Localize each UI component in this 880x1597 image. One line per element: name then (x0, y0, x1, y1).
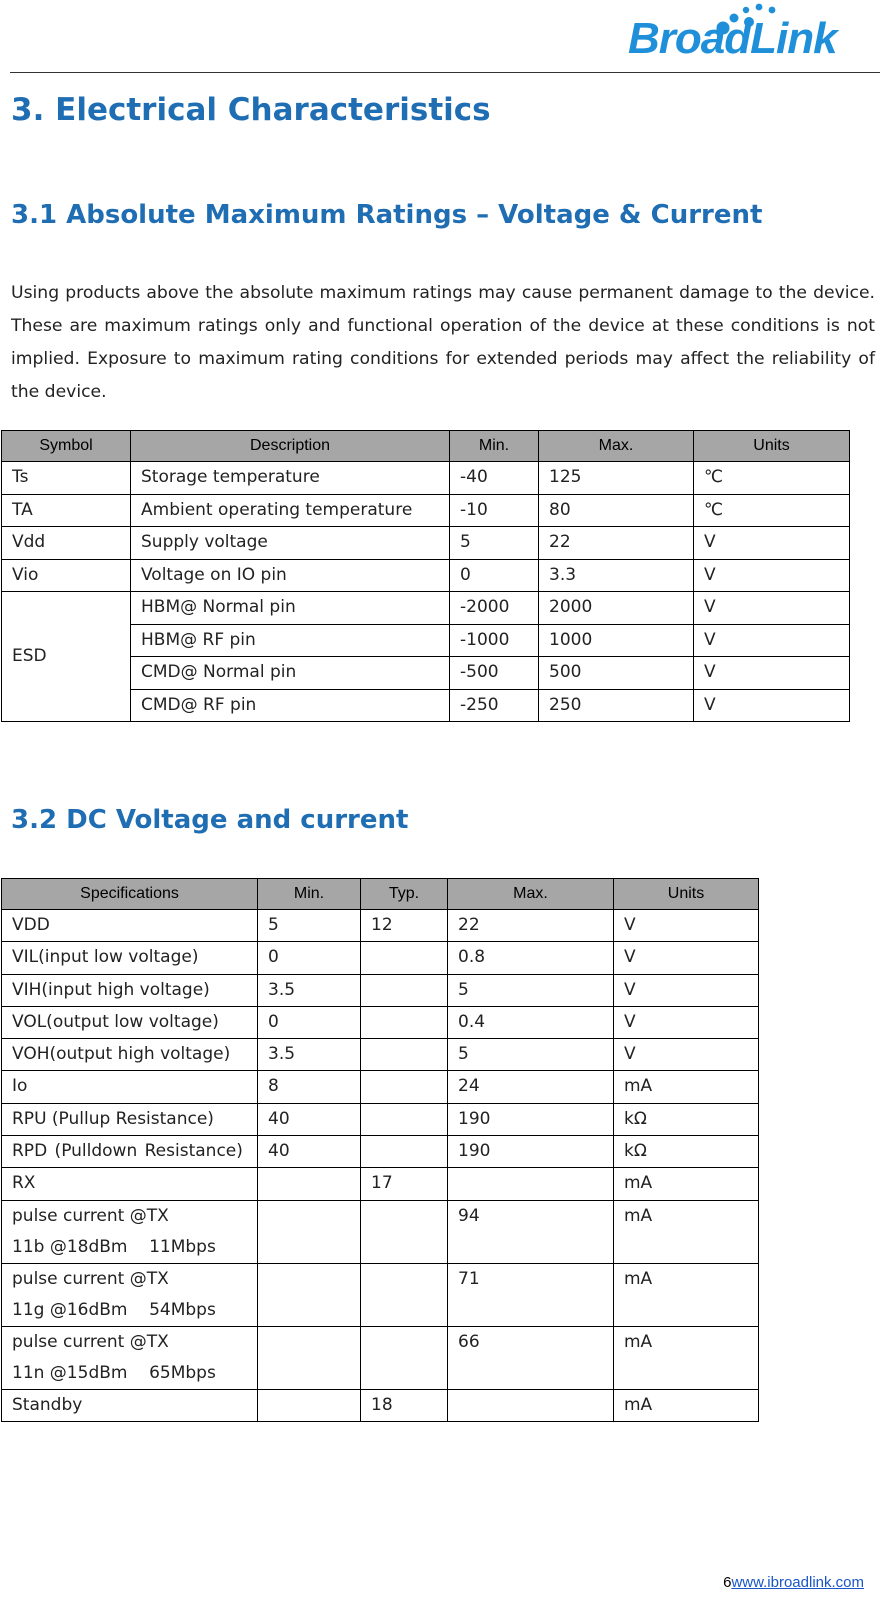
cell-units: V (694, 559, 850, 592)
cell-typ (361, 1006, 448, 1038)
table-row (2, 559, 850, 592)
cell-typ (361, 1071, 448, 1103)
cell-spec: Io (2, 1071, 258, 1103)
logo-text: BroadLink (628, 14, 837, 63)
cell-min: 0 (258, 1006, 361, 1038)
table-row (2, 1389, 759, 1421)
cell-max: 0.8 (448, 942, 614, 974)
cell-spec-line-2: 11g @16dBm 54Mbps (12, 1299, 216, 1320)
col-header-description: Description (131, 431, 450, 462)
cell-typ (361, 1039, 448, 1071)
cell-symbol: TA (2, 494, 131, 527)
section-3-2-title: 3.2 DC Voltage and current (11, 805, 409, 835)
cell-units: V (614, 1006, 759, 1038)
section-title: 3. Electrical Characteristics (11, 92, 491, 128)
table-row (2, 1039, 759, 1071)
cell-max: 3.3 (539, 559, 694, 592)
col-header-typ: Typ. (361, 879, 448, 910)
table-row (2, 592, 850, 625)
cell-spec-line-2: 11n @15dBm 65Mbps (12, 1362, 216, 1383)
cell-units: V (614, 910, 759, 942)
cell-units: V (694, 624, 850, 657)
cell-typ (361, 1200, 448, 1263)
cell-units: mA (614, 1071, 759, 1103)
cell-spec-line-1: pulse current @TX (12, 1268, 169, 1289)
cell-max: 94 (448, 1200, 614, 1263)
cell-min (258, 1389, 361, 1421)
table-header-row (2, 431, 850, 462)
cell-description: HBM@ RF pin (131, 624, 450, 657)
cell-min: 5 (450, 527, 539, 560)
cell-min: -250 (450, 689, 539, 722)
table-row (2, 1168, 759, 1200)
cell-max (448, 1389, 614, 1421)
intro-paragraph: Using products above the absolute maximum ratings may cause permanent damage to the device. These are maximum ratings only and functional operation of the device at these conditions is not implied. Exposure to maximum rating conditions for extended periods may aﬀect the reliability of the device. (11, 283, 875, 402)
cell-min (258, 1200, 361, 1263)
table-row (2, 1263, 759, 1326)
cell-typ (361, 942, 448, 974)
cell-max: 66 (448, 1326, 614, 1389)
col-header-min: Min. (450, 431, 539, 462)
cell-max: 22 (448, 910, 614, 942)
website-link[interactable]: www.ibroadlink.com (731, 1574, 864, 1591)
cell-min: 40 (258, 1136, 361, 1168)
col-header-min: Min. (258, 879, 361, 910)
table-row (2, 1071, 759, 1103)
page-footer (723, 1574, 864, 1591)
cell-units: mA (614, 1263, 759, 1326)
cell-max: 5 (448, 1039, 614, 1071)
cell-min (258, 1263, 361, 1326)
col-header-max: Max. (539, 431, 694, 462)
cell-min: 8 (258, 1071, 361, 1103)
cell-min: 5 (258, 910, 361, 942)
cell-min: -10 (450, 494, 539, 527)
cell-units: V (614, 974, 759, 1006)
cell-units: V (614, 942, 759, 974)
cell-typ: 18 (361, 1389, 448, 1421)
header-divider (10, 72, 880, 73)
table-header-row (2, 879, 759, 910)
cell-description: HBM@ Normal pin (131, 592, 450, 625)
table-row (2, 527, 850, 560)
cell-description: Supply voltage (131, 527, 450, 560)
cell-spec: VOH(output high voltage) (2, 1039, 258, 1071)
cell-units: V (694, 657, 850, 690)
cell-symbol: Ts (2, 462, 131, 495)
cell-units: ℃ (694, 494, 850, 527)
cell-description: CMD@ RF pin (131, 689, 450, 722)
cell-spec: RPD (Pulldown Resistance) (2, 1136, 258, 1168)
cell-typ (361, 1136, 448, 1168)
cell-max: 5 (448, 974, 614, 1006)
cell-typ: 17 (361, 1168, 448, 1200)
cell-description: Voltage on IO pin (131, 559, 450, 592)
cell-units: V (694, 689, 850, 722)
cell-min: -40 (450, 462, 539, 495)
cell-max: 71 (448, 1263, 614, 1326)
cell-spec (2, 1200, 258, 1263)
cell-spec-line-1: pulse current @TX (12, 1331, 169, 1352)
cell-min (258, 1168, 361, 1200)
cell-spec-line-2: 11b @18dBm 11Mbps (12, 1236, 216, 1257)
cell-max: 0.4 (448, 1006, 614, 1038)
table-row (2, 462, 850, 495)
cell-min: 3.5 (258, 1039, 361, 1071)
col-header-symbol: Symbol (2, 431, 131, 462)
cell-min (258, 1326, 361, 1389)
cell-description: Ambient operating temperature (131, 494, 450, 527)
cell-spec-line-1: pulse current @TX (12, 1205, 169, 1226)
cell-description: CMD@ Normal pin (131, 657, 450, 690)
cell-max: 190 (448, 1103, 614, 1135)
cell-description: Storage temperature (131, 462, 450, 495)
table-row (2, 1136, 759, 1168)
dc-voltage-current-table (1, 878, 759, 1422)
cell-max: 22 (539, 527, 694, 560)
cell-typ (361, 1263, 448, 1326)
cell-min: 40 (258, 1103, 361, 1135)
cell-min: -1000 (450, 624, 539, 657)
cell-min: -500 (450, 657, 539, 690)
col-header-specifications: Specifications (2, 879, 258, 910)
cell-spec: Standby (2, 1389, 258, 1421)
cell-units: V (694, 592, 850, 625)
table-row (2, 910, 759, 942)
cell-symbol: Vdd (2, 527, 131, 560)
cell-units: mA (614, 1168, 759, 1200)
cell-max (448, 1168, 614, 1200)
cell-typ (361, 974, 448, 1006)
cell-typ (361, 1326, 448, 1389)
table-row (2, 494, 850, 527)
table-row (2, 1326, 759, 1389)
cell-typ (361, 1103, 448, 1135)
cell-spec (2, 1326, 258, 1389)
absolute-max-ratings-table (1, 430, 850, 722)
cell-units: mA (614, 1326, 759, 1389)
section-3-1-title: 3.1 Absolute Maximum Ratings – Voltage & Current (11, 200, 763, 230)
cell-units: ℃ (694, 462, 850, 495)
cell-units: kΩ (614, 1136, 759, 1168)
cell-symbol: Vio (2, 559, 131, 592)
cell-spec: VDD (2, 910, 258, 942)
col-header-max: Max. (448, 879, 614, 910)
table-row (2, 1103, 759, 1135)
cell-max: 80 (539, 494, 694, 527)
cell-max: 1000 (539, 624, 694, 657)
cell-spec: VIL(input low voltage) (2, 942, 258, 974)
cell-units: V (614, 1039, 759, 1071)
cell-spec: VIH(input high voltage) (2, 974, 258, 1006)
cell-max: 190 (448, 1136, 614, 1168)
cell-min: 0 (258, 942, 361, 974)
cell-min: -2000 (450, 592, 539, 625)
cell-spec (2, 1263, 258, 1326)
cell-spec: VOL(output low voltage) (2, 1006, 258, 1038)
cell-max: 500 (539, 657, 694, 690)
table-row (2, 942, 759, 974)
cell-typ: 12 (361, 910, 448, 942)
cell-max: 2000 (539, 592, 694, 625)
cell-units: V (694, 527, 850, 560)
cell-units: kΩ (614, 1103, 759, 1135)
table-row (2, 1200, 759, 1263)
page-number: 6 (723, 1574, 732, 1591)
broadlink-logo (628, 2, 878, 68)
cell-min: 3.5 (258, 974, 361, 1006)
col-header-units: Units (614, 879, 759, 910)
cell-max: 24 (448, 1071, 614, 1103)
cell-max: 250 (539, 689, 694, 722)
cell-min: 0 (450, 559, 539, 592)
table-row (2, 974, 759, 1006)
cell-units: mA (614, 1200, 759, 1263)
col-header-units: Units (694, 431, 850, 462)
table-row (2, 1006, 759, 1038)
cell-spec: RX (2, 1168, 258, 1200)
cell-spec: RPU (Pullup Resistance) (2, 1103, 258, 1135)
cell-units: mA (614, 1389, 759, 1421)
cell-symbol-esd: ESD (2, 592, 131, 722)
cell-max: 125 (539, 462, 694, 495)
